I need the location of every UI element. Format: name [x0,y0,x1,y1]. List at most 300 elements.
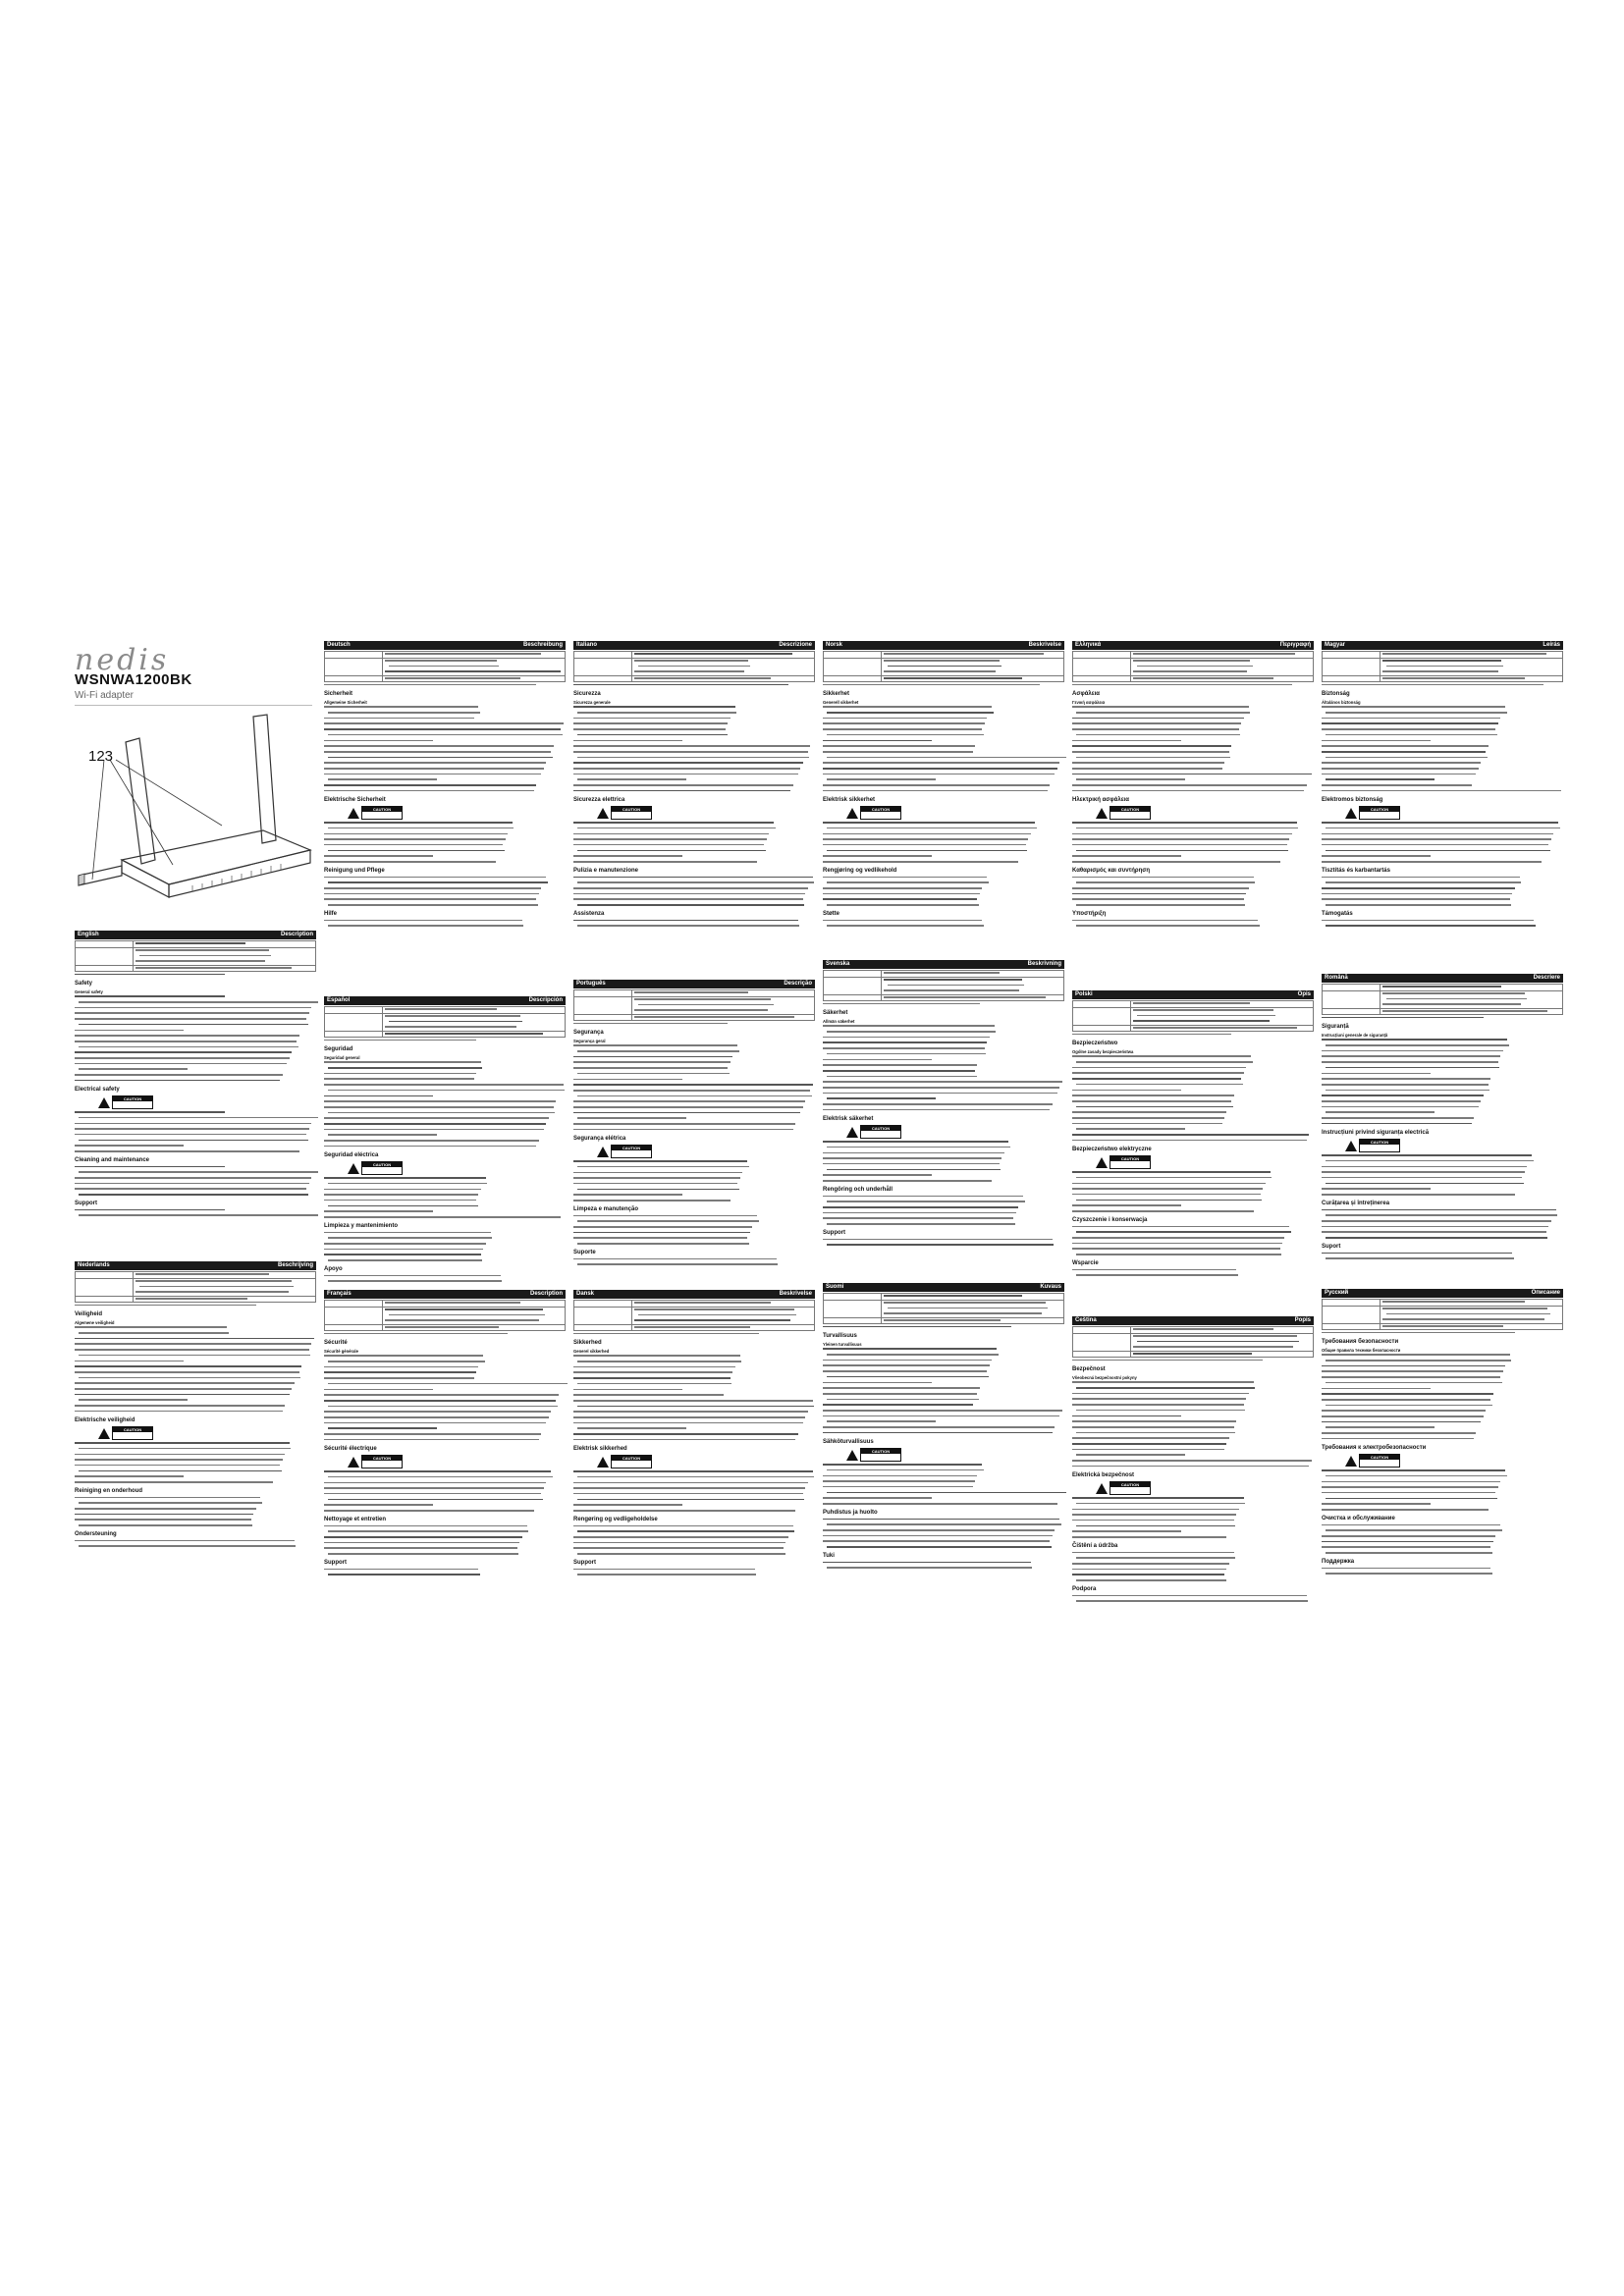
text-line [1322,1498,1563,1502]
language-header-bar [1322,641,1563,650]
subsection-heading: Generell sikkerhet [823,700,859,706]
text-line [75,1041,316,1044]
text-line [573,1044,815,1048]
text-line [573,1243,815,1247]
text-line [573,1056,815,1060]
table-row [574,1014,815,1021]
text-line [1322,1061,1563,1065]
text-line [324,1249,566,1253]
text-line [1322,844,1563,848]
table-cell [574,652,632,659]
table-cell [325,652,383,659]
text-line [324,1569,566,1573]
text-line [1072,1525,1314,1529]
text-line [1133,1335,1311,1339]
text-line [324,768,566,772]
table-cell [1073,1351,1131,1358]
text-line [385,660,563,664]
text-line [135,955,313,959]
text-line [1072,1520,1314,1523]
text-line [1072,1055,1314,1059]
text-line [324,706,566,710]
language-name: Português [576,981,606,987]
table-row [824,652,1064,659]
table-cell [1323,1323,1380,1330]
text-line [573,1499,815,1503]
section-heading: Требования к электробезопасности [1322,1445,1427,1452]
text-line [573,1406,815,1410]
text-line [75,1145,316,1148]
text-line [75,1111,316,1115]
text-line [823,1070,1064,1074]
text-line [75,1349,316,1353]
text-line [75,1046,316,1050]
section-heading: Sicherheit [324,691,353,698]
text-line [135,942,313,946]
text-line [823,1420,1064,1424]
description-label: Beschreibung [522,642,563,648]
text-line [1072,706,1314,710]
text-line [1322,1055,1563,1059]
table-cell [882,675,1064,682]
language-name: Magyar [1325,642,1346,648]
table-cell [1131,1001,1314,1008]
table-cell [1323,1300,1380,1307]
text-line [1382,677,1560,681]
subsection-heading: Seguridad general [324,1055,360,1061]
language-section [823,960,1064,1249]
text-line [573,751,815,755]
caution-warning-icon [348,1455,403,1468]
table-cell [134,1278,316,1296]
text-line [324,1040,566,1043]
description-label: Description [280,932,313,937]
language-section [75,1261,316,1550]
text-line [385,1021,563,1025]
text-line [75,1035,316,1039]
text-line [324,751,566,755]
subsection-heading: Segurança geral [573,1039,606,1044]
section-heading: Sécurité électrique [324,1446,377,1453]
section-heading: Elektrisk sikkerhet [823,797,876,804]
text-line [324,1383,566,1387]
text-line [823,1163,1064,1167]
text-line [324,1433,566,1437]
text-line [1072,1188,1314,1192]
text-line [823,1244,1064,1248]
text-line [1322,745,1563,749]
table-row [574,658,815,675]
text-line [1322,684,1563,688]
section-heading: Rengøring og vedligeholdelse [573,1517,658,1523]
table-cell [1323,1306,1380,1323]
text-line [1322,838,1563,842]
table-row [574,1307,815,1324]
text-line [1322,774,1563,777]
text-line [823,774,1064,777]
text-line [1322,1171,1563,1175]
text-line [1072,1415,1314,1419]
text-line [634,1009,812,1013]
text-line [1322,1438,1563,1442]
text-line [1322,1399,1563,1403]
text-line [1072,1443,1314,1447]
section-heading: Turvallisuus [823,1333,857,1340]
text-line [1072,1061,1314,1065]
text-line [823,1475,1064,1479]
section-heading: Veiligheid [75,1311,103,1318]
caution-warning-icon [1345,1454,1400,1468]
text-line [75,1361,316,1364]
language-section [573,641,815,930]
caution-warning-icon [1096,806,1151,820]
text-line [823,1523,1064,1527]
text-line [75,1545,316,1549]
table-row [1323,1323,1563,1330]
text-line [75,1080,316,1084]
text-line [324,1134,566,1138]
text-line [1072,722,1314,726]
language-section [1322,1289,1563,1577]
spec-table [1322,1299,1563,1330]
text-line [324,740,566,744]
text-line [573,1574,815,1577]
text-line [1133,660,1311,664]
table-cell [574,675,632,682]
text-line [324,1530,566,1534]
text-line [75,1024,316,1028]
text-line [823,757,1064,761]
text-line [1072,1274,1314,1278]
text-line [573,850,815,854]
text-line [1072,1381,1314,1385]
text-line [573,1237,815,1241]
section-heading: Tuki [823,1553,835,1560]
text-line [1322,1365,1563,1369]
text-line [1322,1123,1563,1127]
text-line [385,1033,563,1037]
text-line [823,1041,1064,1045]
caution-label: CAUTION [612,1456,651,1461]
text-line [634,1326,812,1330]
table-cell [1073,675,1131,682]
text-line [823,1464,1064,1468]
text-line [823,740,1064,744]
text-line [324,1493,566,1497]
text-line [1133,1328,1311,1332]
table-cell [824,1317,882,1324]
text-line [1072,1536,1314,1540]
language-name: Polski [1075,991,1093,997]
text-line [324,904,566,908]
text-line [884,1312,1061,1316]
text-line [324,734,566,738]
text-line [324,1112,566,1116]
text-line [75,1371,316,1375]
text-line [385,670,563,674]
text-line [1322,1100,1563,1104]
text-line [1382,666,1560,669]
text-line [1382,1003,1560,1007]
text-line [75,1377,316,1381]
text-line [573,844,815,848]
language-name: Română [1325,975,1348,981]
text-line [573,1183,815,1187]
text-line [573,1129,815,1133]
language-name: English [78,932,99,937]
text-line [1133,666,1311,669]
table-cell [325,675,383,682]
text-line [573,784,815,788]
text-line [324,920,566,924]
text-line [1072,1106,1314,1110]
text-line [1072,920,1314,924]
text-line [573,1258,815,1262]
section-heading: Apoyo [324,1266,343,1273]
text-line [1322,1154,1563,1158]
text-line [1322,904,1563,908]
text-line [1322,757,1563,761]
text-line [1322,1090,1563,1094]
text-line [573,822,815,826]
text-line [135,949,313,953]
text-line [1133,653,1311,657]
text-line [1072,1503,1314,1507]
text-line [1072,1552,1314,1556]
language-section [823,641,1064,930]
table-cell [1380,1300,1563,1307]
text-line [1072,757,1314,761]
text-line [1322,1177,1563,1181]
text-line [324,1254,566,1257]
text-line [1322,1415,1563,1419]
text-line [1322,1426,1563,1430]
description-label: Beschrijving [277,1262,313,1268]
section-heading: Tisztítás és karbantartás [1322,868,1390,875]
language-name: Italiano [576,642,598,648]
text-line [1322,1573,1563,1576]
description-label: Περιγραφή [1279,642,1311,648]
table-row [824,977,1064,994]
text-line [634,1302,812,1306]
text-line [573,1050,815,1054]
table-row [1073,1333,1314,1351]
text-line [75,1018,316,1022]
text-line [823,887,1064,891]
text-line [1072,1579,1314,1583]
text-line [573,1160,815,1164]
text-line [1322,1546,1563,1550]
section-heading: Nettoyage et entretien [324,1517,387,1523]
text-line [1072,1123,1314,1127]
table-cell [1323,990,1380,1008]
text-line [1072,762,1314,766]
text-line [75,1074,316,1078]
language-header-bar [823,960,1064,969]
spec-table [573,1300,815,1331]
text-line [1322,784,1563,788]
text-line [1322,861,1563,865]
text-line [1382,1318,1560,1322]
table-cell [325,1301,383,1308]
text-line [823,1037,1064,1041]
table-cell [1131,1007,1314,1025]
table-cell [1380,985,1563,991]
language-header-bar [1072,641,1314,650]
text-line [573,1333,815,1337]
language-section [1072,641,1314,930]
text-line [1072,1514,1314,1518]
description-label: Descripción [528,997,563,1003]
language-name: Čeština [1075,1317,1097,1323]
table-cell [574,1307,632,1324]
spec-table [1322,984,1563,1015]
text-line [135,1286,313,1290]
text-line [324,1129,566,1133]
text-line [1322,1160,1563,1164]
section-heading: Elektrická bezpečnost [1072,1472,1135,1479]
section-heading: Reinigung und Pflege [324,868,385,875]
title-divider [75,705,312,706]
text-line [1133,1353,1311,1357]
text-line [324,1259,566,1263]
spec-table [324,1300,566,1331]
text-line [573,712,815,716]
language-header-bar [324,996,566,1005]
text-line [324,1406,566,1410]
text-line [1072,1183,1314,1187]
text-line [823,1093,1064,1096]
text-line [75,1338,316,1342]
table-row [574,1324,815,1331]
table-cell [632,675,815,682]
text-line [1133,1341,1311,1345]
text-line [823,1426,1064,1430]
section-heading: Suport [1322,1244,1341,1251]
text-line [75,1465,316,1468]
text-line [1382,1313,1560,1317]
text-line [823,861,1064,865]
text-line [573,861,815,865]
section-heading: Čištění a údržba [1072,1543,1118,1550]
text-line [324,745,566,749]
caution-warning-icon [597,1455,652,1468]
table-cell [383,1324,566,1331]
text-line [1072,1210,1314,1214]
table-row [1323,1306,1563,1323]
text-line [823,850,1064,854]
text-line [75,1123,316,1127]
text-line [1072,833,1314,837]
text-line [324,850,566,854]
table-row [325,652,566,659]
text-line [1322,1183,1563,1187]
table-cell [1323,652,1380,659]
text-line [75,1519,316,1522]
text-line [573,1166,815,1170]
text-line [1072,734,1314,738]
text-line [385,1314,563,1318]
text-line [573,1530,815,1534]
text-line [573,740,815,744]
section-heading: Elektromos biztonság [1322,797,1383,804]
text-line [324,1210,566,1214]
table-cell [882,977,1064,994]
text-line [324,1090,566,1094]
text-line [75,1194,316,1198]
text-line [75,1411,316,1415]
text-line [1072,1243,1314,1247]
text-line [1322,1067,1563,1071]
text-line [884,989,1061,993]
text-line [324,757,566,761]
text-line [823,1529,1064,1533]
section-heading: Sicurezza elettrica [573,797,625,804]
section-heading: Bezpieczeństwo [1072,1041,1118,1047]
text-line [573,778,815,782]
text-line [1072,1595,1314,1599]
text-line [573,1542,815,1546]
text-line [75,1166,316,1170]
text-line [823,1382,1064,1386]
language-name: Nederlands [78,1262,110,1268]
text-line [1133,670,1311,674]
table-row [325,675,566,682]
text-line [823,1410,1064,1414]
table-cell [1131,1333,1314,1351]
text-line [324,1205,566,1209]
text-line [884,660,1061,664]
text-line [823,1003,1064,1007]
text-line [324,1280,566,1284]
section-heading: Elektrische veiligheid [75,1417,135,1424]
text-line [1072,1067,1314,1071]
language-section [823,1283,1064,1572]
text-line [1322,822,1563,826]
text-line [573,745,815,749]
text-line [573,1073,815,1077]
text-line [573,1232,815,1236]
text-line [1072,1084,1314,1088]
table-cell [134,1272,316,1279]
language-header-bar [823,641,1064,650]
caution-warning-icon [1345,806,1400,820]
text-line [1072,893,1314,897]
text-line [75,1150,316,1154]
text-line [324,1482,566,1486]
text-line [324,784,566,788]
description-label: Opis [1297,991,1311,997]
text-line [324,1499,566,1503]
table-cell [574,996,632,1014]
table-cell [1073,1025,1131,1032]
language-header-bar [1072,990,1314,999]
text-line [1322,1376,1563,1380]
text-line [1072,1569,1314,1573]
text-line [823,1206,1064,1210]
text-line [1322,734,1563,738]
text-line [1322,751,1563,755]
text-line [1072,1393,1314,1397]
text-line [324,1140,566,1144]
text-line [324,877,566,881]
text-line [75,1128,316,1132]
text-line [573,1416,815,1420]
text-line [573,1263,815,1267]
text-line [573,1194,815,1198]
text-line [634,1319,812,1323]
table-row [574,990,815,997]
